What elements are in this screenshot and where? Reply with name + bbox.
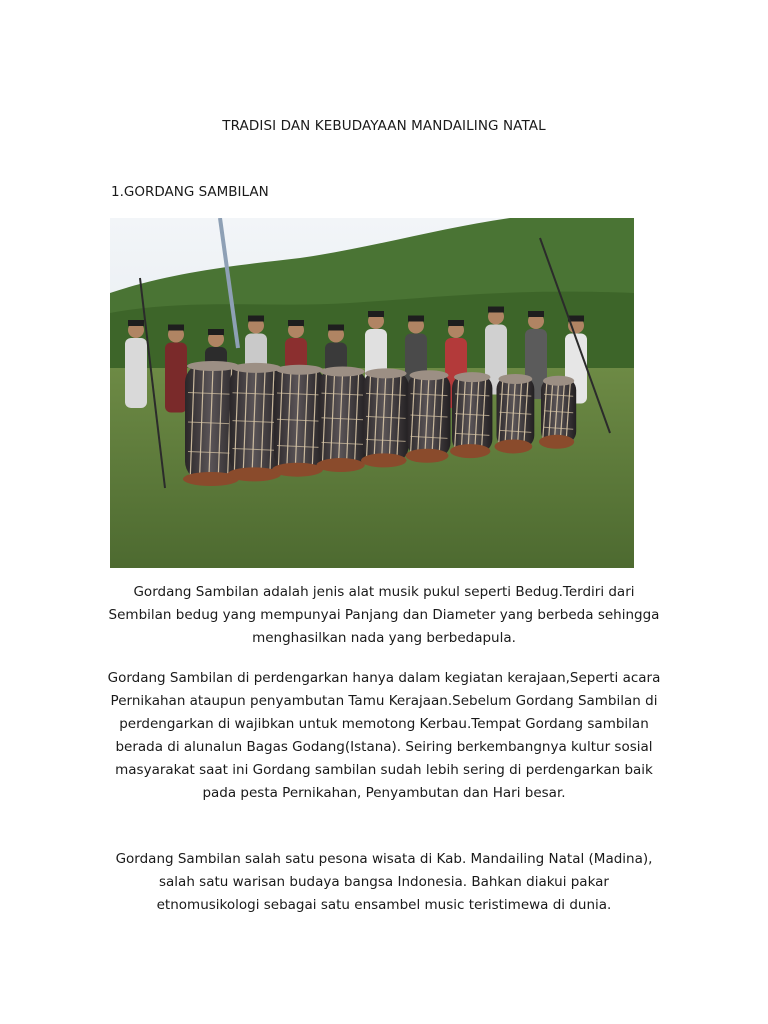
drum-rim	[539, 435, 574, 449]
drum-rim	[361, 453, 407, 467]
drum	[406, 370, 451, 463]
paragraph-3: Gordang Sambilan salah satu pesona wisata di Kab. Mandailing Natal (Madina), salah satu warisan budaya bangsa Indonesia. Bahkan diakui pakar etnomusikologi sebagai satu ensambel music teristimewa di dunia.	[115, 851, 653, 913]
person-body	[165, 343, 187, 413]
person-cap	[528, 311, 544, 317]
person-cap	[168, 325, 184, 331]
drum-rim	[495, 439, 533, 453]
drum	[450, 372, 492, 458]
drum-head	[410, 370, 449, 380]
drum-rim	[272, 463, 323, 477]
drum-rim	[406, 449, 449, 463]
person-body	[125, 338, 147, 408]
drum-head	[187, 361, 239, 371]
drum	[539, 376, 576, 449]
drum-head	[365, 368, 407, 378]
drum	[361, 368, 409, 467]
photo-illustration	[110, 218, 634, 568]
person-cap	[368, 311, 384, 317]
person-cap	[408, 316, 424, 322]
drum-head	[232, 363, 281, 373]
drum-head	[276, 365, 323, 375]
paragraph-2: Gordang Sambilan di perdengarkan hanya dalam kegiatan kerajaan,Seperti acara Pernikahan ataupun penyambutan Tamu Kerajaan.Sebelum Gordang Sambilan di perdengarkan di wajibkan untuk memotong Kerbau.Tempat Gordang sambilan berada di alunalun Bagas Godang(Istana). Seiring berkembangnya kultur sosial masyarakat saat ini Gordang sambilan sudah lebih sering di perdengarkan baik pada pesta Pernikahan, Penyambutan dan Hari besar.	[107, 670, 661, 801]
drum-rim	[450, 444, 490, 458]
person-cap	[288, 320, 304, 326]
drum-head	[321, 367, 365, 377]
drum-rim	[317, 458, 365, 472]
person-cap	[128, 320, 144, 326]
person-cap	[328, 325, 344, 331]
drum	[317, 367, 367, 473]
drum	[495, 374, 535, 454]
drum-head	[543, 376, 574, 386]
person-cap	[448, 320, 464, 326]
drum-head	[499, 374, 533, 384]
person-cap	[248, 316, 264, 322]
drum	[272, 365, 325, 477]
person-cap	[208, 329, 224, 335]
drum-head	[454, 372, 490, 382]
person-cap	[488, 307, 504, 313]
section-heading: 1.GORDANG SAMBILAN	[111, 184, 269, 200]
paragraph-1: Gordang Sambilan adalah jenis alat musik pukul seperti Bedug.Terdiri dari Sembilan bedug yang mempunyai Panjang dan Diameter yang berbeda sehingga menghasilkan nada yang berbedapula.	[108, 584, 660, 646]
photo-gordang-sambilan	[110, 218, 634, 568]
document-title: TRADISI DAN KEBUDAYAAN MANDAILING NATAL	[222, 118, 546, 134]
